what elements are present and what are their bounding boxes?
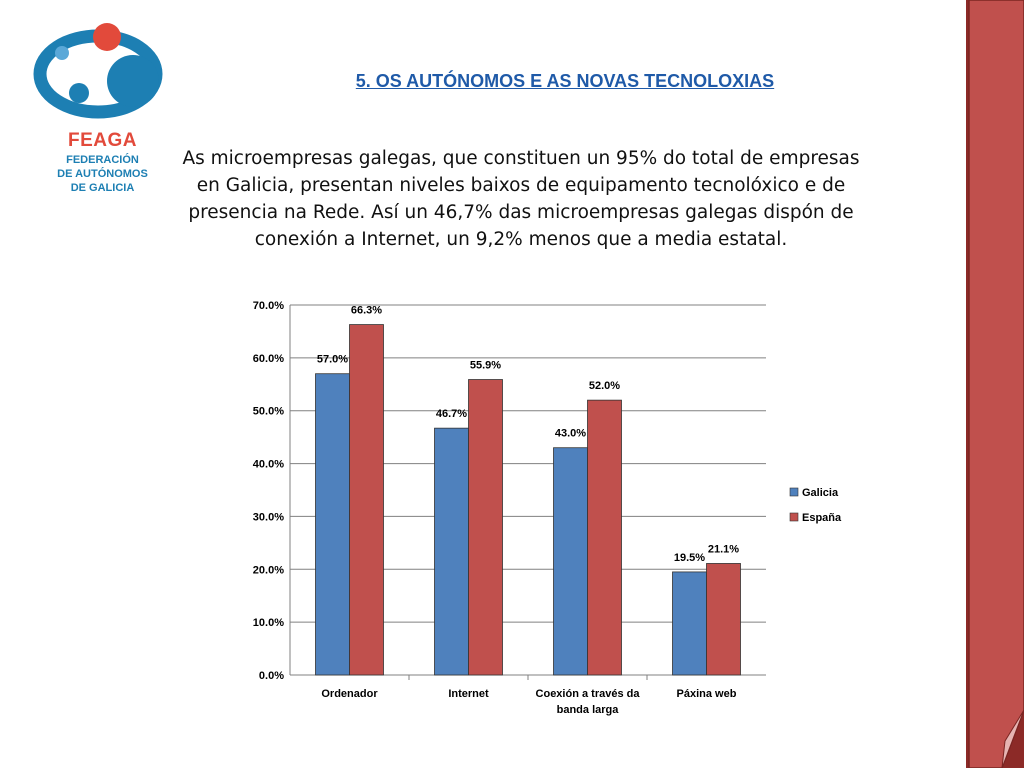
data-label: 57.0% xyxy=(316,353,349,366)
y-tick-label: 0.0% xyxy=(258,670,284,682)
bar-españa xyxy=(707,563,741,675)
data-label: 55.9% xyxy=(469,359,502,372)
data-label: 46.7% xyxy=(435,408,468,421)
data-label: 19.5% xyxy=(673,551,706,564)
page-title: 5. OS AUTÓNOMOS E AS NOVAS TECNOLOXIAS xyxy=(355,71,775,91)
category-label: Coexión a través da xyxy=(535,688,640,700)
bar-españa xyxy=(469,380,503,675)
bar-galicia xyxy=(316,374,350,675)
bar-galicia xyxy=(435,428,469,675)
y-tick-label: 20.0% xyxy=(252,564,284,577)
data-label: 43.0% xyxy=(554,427,587,440)
category-label: Internet xyxy=(448,688,489,700)
category-label: Ordenador xyxy=(321,688,378,700)
feaga-logo xyxy=(30,18,175,203)
data-label: 21.1% xyxy=(707,543,740,556)
side-ribbon xyxy=(966,0,1024,768)
bar-chart xyxy=(240,290,860,730)
data-label: 66.3% xyxy=(350,304,383,317)
intro-paragraph: As microempresas galegas, que constituen un 95% do total de empresas en Galicia, presentan niveles baixos de equipamento tecnolóxico e de presencia na Rede. Así un 46,7% das microempresas galegas dispón de conexión a Internet, un 9,2% menos que a media estatal. xyxy=(182,148,860,250)
logo-sub-line: FEDERACIÓN xyxy=(66,154,139,166)
logo-small-dot xyxy=(55,46,69,60)
logo-mark xyxy=(30,18,175,128)
y-tick-label: 40.0% xyxy=(252,458,284,471)
y-tick-label: 10.0% xyxy=(252,617,284,630)
legend-swatch-galicia xyxy=(790,488,798,496)
bar-galicia xyxy=(673,572,707,675)
y-tick-label: 50.0% xyxy=(252,405,284,418)
logo-mid-dot xyxy=(69,83,89,103)
y-tick-label: 60.0% xyxy=(252,352,284,365)
legend-swatch-españa xyxy=(790,513,798,521)
category-label: Páxina web xyxy=(676,688,737,700)
logo-big-dot xyxy=(107,55,159,107)
y-tick-label: 70.0% xyxy=(252,300,284,312)
bar-españa xyxy=(588,400,622,675)
bar-galicia xyxy=(554,448,588,675)
logo-sub-line: DE AUTÓNOMOS xyxy=(57,168,148,180)
logo-sub-line: DE GALICIA xyxy=(70,182,135,194)
legend-label: Galicia xyxy=(802,487,839,499)
y-tick-label: 30.0% xyxy=(252,511,284,524)
logo-subtitle xyxy=(30,153,175,195)
logo-name: FEAGA xyxy=(68,130,137,151)
bar-españa xyxy=(350,325,384,675)
logo-red-dot xyxy=(93,23,121,51)
legend-label: España xyxy=(802,512,842,524)
category-label: banda larga xyxy=(556,704,619,716)
data-label: 52.0% xyxy=(588,380,621,393)
